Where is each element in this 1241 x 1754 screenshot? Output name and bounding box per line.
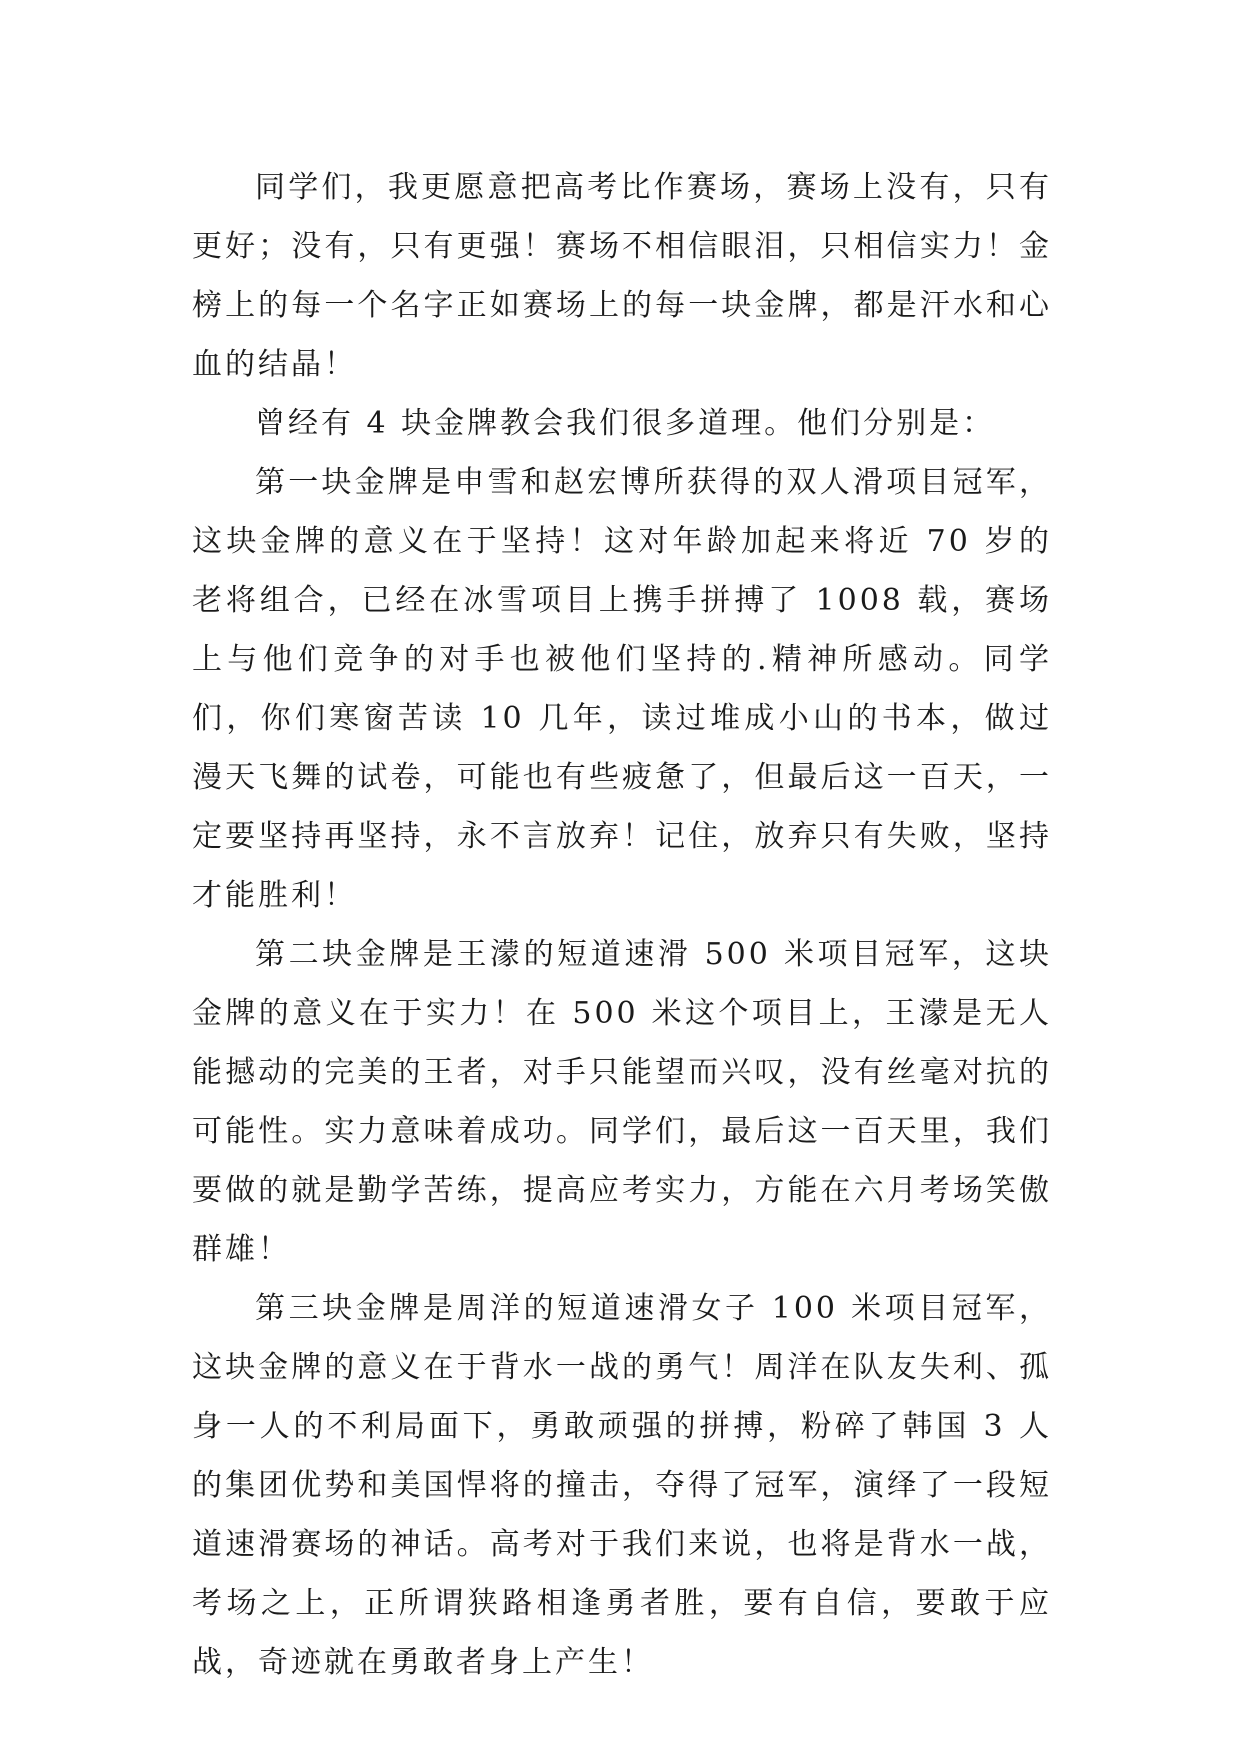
paragraph-four-medals: 曾经有 4 块金牌教会我们很多道理。他们分别是：: [255, 406, 996, 441]
paragraph-second-medal: 第二块金牌是王濛的短道速滑 500 米项目冠军，这块金牌的意义在于实力！在 500 米这个项目上，王濛是无人能撼动的完美的王者，对手只能望而兴叹，没有丝毫对抗的可能性。实力意味着成功。同学们，最后这一百天里，我们要做的就是勤学苦练，提高应考实力，方能在六月考场笑傲群雄！: [192, 937, 1052, 1267]
document-body: [192, 158, 1052, 1692]
paragraph-intro: 同学们，我更愿意把高考比作赛场，赛场上没有，只有更好；没有，只有更强！赛场不相信眼泪，只相信实力！金榜上的每一个名字正如赛场上的每一块金牌，都是汗水和心血的结晶！: [192, 170, 1052, 382]
paragraph-third-medal: 第三块金牌是周洋的短道速滑女子 100 米项目冠军，这块金牌的意义在于背水一战的勇气！周洋在队友失利、孤身一人的不利局面下，勇敢顽强的拼搏，粉碎了韩国 3 人的集团优势和美国悍将的撞击，夺得了冠军，演绎了一段短道速滑赛场的神话。高考对于我们来说，也将是背水一战，考场之上，正所谓狭路相逢勇者胜，要有自信，要敢于应战，奇迹就在勇敢者身上产生！: [192, 1291, 1052, 1680]
paragraph-first-medal: 第一块金牌是申雪和赵宏博所获得的双人滑项目冠军，这块金牌的意义在于坚持！这对年龄加起来将近 70 岁的老将组合，已经在冰雪项目上携手拼搏了 1008 载，赛场上与他们竞争的对手也被他们坚持的.精神所感动。同学们，你们寒窗苦读 10 几年，读过堆成小山的书本，做过漫天飞舞的试卷，可能也有些疲惫了，但最后这一百天，一定要坚持再坚持，永不言放弃！记住，放弃只有失败，坚持才能胜利！: [192, 465, 1052, 913]
